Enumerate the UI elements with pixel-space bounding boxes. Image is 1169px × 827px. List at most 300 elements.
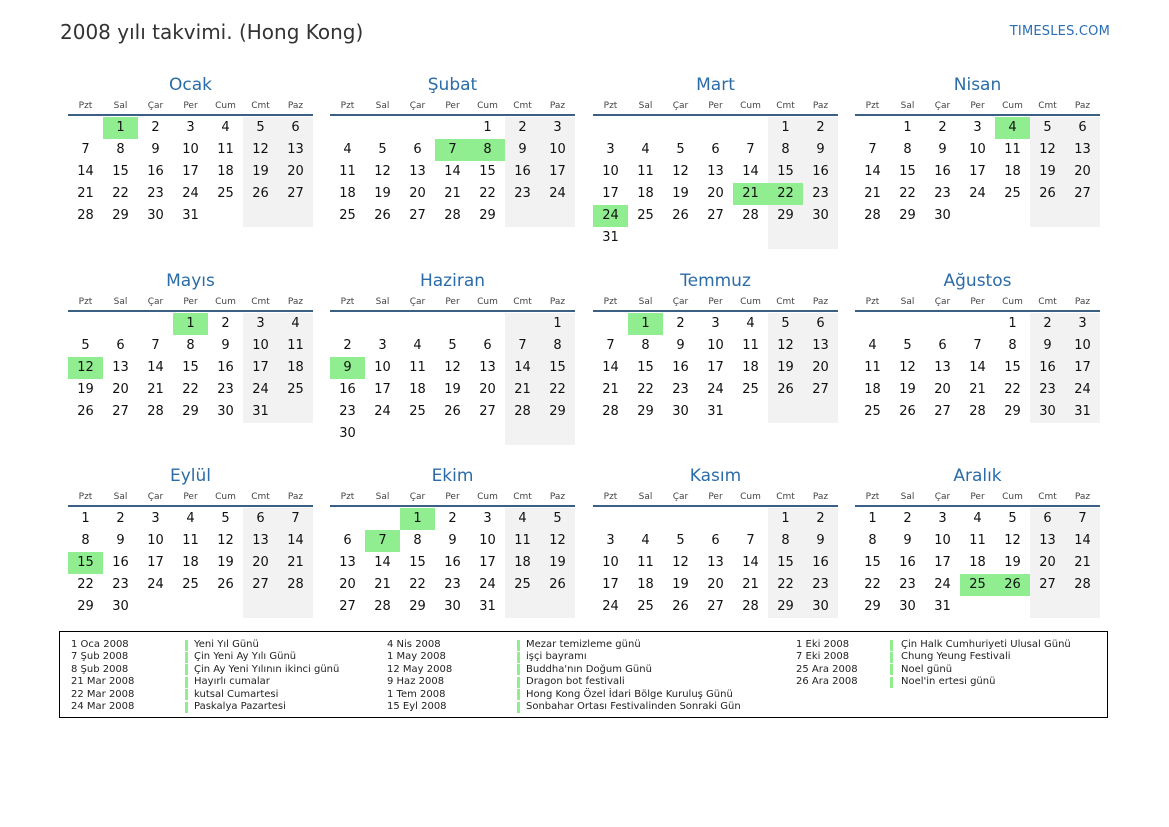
day-cell: 11 [637, 555, 654, 570]
day-cell: 14 [1074, 533, 1091, 548]
day-cell: 6 [938, 338, 947, 353]
day-cell: 31 [707, 404, 724, 419]
day-cell: 31 [479, 599, 496, 614]
day-cell: 8 [903, 142, 912, 157]
day-cell: 13 [1074, 142, 1091, 157]
day-cell: 20 [479, 382, 496, 397]
day-cell: 19 [672, 186, 689, 201]
day-cell: 15 [1004, 360, 1021, 375]
day-cell: 14 [742, 555, 759, 570]
day-header: Per [970, 101, 985, 111]
day-header: Cum [1002, 101, 1023, 111]
legend-holiday-name: Mezar temizleme günü [526, 639, 641, 650]
day-cell: 20 [1074, 164, 1091, 179]
day-header: Sal [638, 297, 653, 307]
day-cell: 5 [221, 511, 230, 526]
legend-date: 7 Eki 2008 [796, 651, 850, 663]
day-cell: 11 [637, 164, 654, 179]
month-name: Kasım [689, 466, 742, 486]
day-cell: 22 [112, 186, 129, 201]
holiday-day-cell: 7 [435, 139, 470, 161]
day-cell: 2 [448, 511, 457, 526]
day-cell: 16 [112, 555, 129, 570]
day-header: Cmt [776, 101, 795, 111]
holiday-day-cell: 26 [995, 574, 1030, 596]
day-cell: 5 [676, 533, 685, 548]
day-header: Paz [812, 492, 829, 502]
day-cell: 11 [742, 338, 759, 353]
day-cell: 23 [1039, 382, 1056, 397]
day-cell: 2 [676, 316, 685, 331]
day-cell: 24 [969, 186, 986, 201]
day-cell: 12 [549, 533, 566, 548]
day-cell: 21 [287, 555, 304, 570]
legend-holiday-name: Çin Yeni Ay Yılı Günü [194, 651, 297, 663]
day-cell: 2 [938, 120, 947, 135]
day-header: Sal [113, 101, 128, 111]
day-header: Per [183, 492, 198, 502]
day-cell: 24 [549, 186, 566, 201]
holiday-day-cell: 1 [103, 117, 138, 139]
legend-date: 1 Eki 2008 [796, 639, 850, 650]
day-header: Paz [287, 297, 304, 307]
day-cell: 2 [518, 120, 527, 135]
day-cell: 19 [1039, 164, 1056, 179]
day-header: Paz [1074, 492, 1091, 502]
day-cell: 22 [777, 577, 794, 592]
day-cell: 22 [409, 577, 426, 592]
day-cell: 30 [812, 599, 829, 614]
day-cell: 6 [1043, 511, 1052, 526]
day-cell: 17 [1074, 360, 1091, 375]
day-header: Pzt [603, 297, 618, 307]
day-cell: 15 [409, 555, 426, 570]
day-cell: 5 [81, 338, 90, 353]
day-cell: 28 [864, 208, 881, 223]
month-name: Ocak [169, 75, 212, 95]
day-header: Sal [375, 297, 390, 307]
day-cell: 28 [444, 208, 461, 223]
day-cell: 23 [514, 186, 531, 201]
day-cell: 9 [151, 142, 160, 157]
holiday-day-cell: 21 [733, 183, 768, 205]
day-cell: 4 [868, 338, 877, 353]
legend-holiday-name: Hayırlı cumalar [194, 676, 270, 688]
day-header: Paz [1074, 297, 1091, 307]
holiday-day-cell: 7 [365, 530, 400, 552]
day-header: Cmt [776, 492, 795, 502]
day-header: Cmt [513, 492, 532, 502]
legend-holiday-name: kutsal Cumartesi [194, 688, 279, 700]
day-cell: 28 [374, 599, 391, 614]
day-cell: 29 [777, 599, 794, 614]
day-header: Cum [215, 101, 236, 111]
day-cell: 9 [448, 533, 457, 548]
day-cell: 1 [483, 120, 492, 135]
day-header: Per [183, 297, 198, 307]
day-header: Pzt [78, 101, 93, 111]
day-cell: 16 [672, 360, 689, 375]
day-cell: 21 [147, 382, 164, 397]
day-cell: 21 [742, 577, 759, 592]
legend-date: 8 Şub 2008 [71, 663, 129, 675]
site-link[interactable]: TIMESLES.COM [1009, 24, 1110, 39]
day-cell: 15 [182, 360, 199, 375]
day-cell: 3 [378, 338, 387, 353]
day-cell: 20 [1039, 555, 1056, 570]
day-cell: 26 [374, 208, 391, 223]
day-header: Çar [409, 297, 426, 307]
day-cell: 31 [252, 404, 269, 419]
day-cell: 27 [812, 382, 829, 397]
day-cell: 29 [637, 404, 654, 419]
day-header: Çar [934, 492, 951, 502]
day-header: Sal [900, 101, 915, 111]
header-divider [593, 114, 838, 116]
day-cell: 14 [77, 164, 94, 179]
day-cell: 2 [343, 338, 352, 353]
day-cell: 28 [742, 208, 759, 223]
day-cell: 17 [479, 555, 496, 570]
day-cell: 30 [217, 404, 234, 419]
day-cell: 25 [217, 186, 234, 201]
day-cell: 17 [147, 555, 164, 570]
day-cell: 23 [147, 186, 164, 201]
holiday-day-cell: 1 [400, 508, 435, 530]
day-cell: 9 [116, 533, 125, 548]
day-cell: 3 [1078, 316, 1087, 331]
day-cell: 17 [602, 186, 619, 201]
day-cell: 14 [287, 533, 304, 548]
day-cell: 10 [549, 142, 566, 157]
day-header: Cum [477, 492, 498, 502]
day-cell: 8 [81, 533, 90, 548]
day-cell: 11 [287, 338, 304, 353]
day-header: Per [445, 101, 460, 111]
day-cell: 31 [602, 230, 619, 245]
day-cell: 17 [969, 164, 986, 179]
day-cell: 26 [1039, 186, 1056, 201]
day-header: Sal [375, 492, 390, 502]
legend-date: 1 Tem 2008 [387, 688, 446, 700]
day-cell: 20 [812, 360, 829, 375]
day-header: Sal [900, 297, 915, 307]
day-cell: 20 [339, 577, 356, 592]
month-name: Nisan [953, 75, 1002, 95]
day-cell: 25 [339, 208, 356, 223]
day-cell: 29 [777, 208, 794, 223]
day-cell: 15 [777, 555, 794, 570]
day-cell: 22 [899, 186, 916, 201]
month-name: Mayıs [166, 271, 215, 291]
day-header: Pzt [865, 101, 880, 111]
day-cell: 17 [934, 555, 951, 570]
day-cell: 4 [641, 533, 650, 548]
day-header: Cum [740, 101, 761, 111]
day-cell: 3 [553, 120, 562, 135]
header-divider [855, 310, 1100, 312]
day-cell: 6 [1078, 120, 1087, 135]
month-12 [855, 466, 1100, 618]
day-cell: 24 [1074, 382, 1091, 397]
day-cell: 9 [816, 533, 825, 548]
day-header: Paz [549, 492, 566, 502]
day-header: Per [970, 297, 985, 307]
day-cell: 30 [444, 599, 461, 614]
day-cell: 26 [672, 599, 689, 614]
day-cell: 12 [444, 360, 461, 375]
header-divider [855, 505, 1100, 507]
day-cell: 3 [711, 316, 720, 331]
day-cell: 6 [711, 533, 720, 548]
day-cell: 4 [343, 142, 352, 157]
day-cell: 7 [291, 511, 300, 526]
day-cell: 13 [339, 555, 356, 570]
month-11 [593, 466, 838, 618]
day-cell: 24 [934, 577, 951, 592]
legend-marker [517, 640, 520, 651]
day-cell: 11 [1004, 142, 1021, 157]
day-header: Pzt [78, 297, 93, 307]
day-cell: 13 [1039, 533, 1056, 548]
legend-holiday-name: Yeni Yıl Günü [194, 639, 259, 650]
legend-holiday-name: Dragon bot festivali [526, 676, 625, 688]
day-cell: 29 [1004, 404, 1021, 419]
day-cell: 8 [186, 338, 195, 353]
day-cell: 5 [256, 120, 265, 135]
day-cell: 20 [707, 577, 724, 592]
day-cell: 16 [339, 382, 356, 397]
day-cell: 16 [812, 555, 829, 570]
day-cell: 9 [903, 533, 912, 548]
day-cell: 12 [1004, 533, 1021, 548]
day-header: Pzt [865, 492, 880, 502]
legend-holiday-name: Noel'in ertesi günü [901, 676, 996, 688]
day-cell: 25 [1004, 186, 1021, 201]
day-cell: 23 [444, 577, 461, 592]
day-header: Per [708, 297, 723, 307]
day-header: Per [970, 492, 985, 502]
day-cell: 4 [641, 142, 650, 157]
day-cell: 27 [112, 404, 129, 419]
day-header: Cum [477, 101, 498, 111]
day-cell: 17 [182, 164, 199, 179]
day-cell: 7 [606, 338, 615, 353]
day-cell: 12 [1039, 142, 1056, 157]
day-header: Per [445, 492, 460, 502]
day-cell: 24 [252, 382, 269, 397]
day-cell: 15 [777, 164, 794, 179]
day-cell: 29 [864, 599, 881, 614]
month-10 [330, 466, 575, 618]
day-cell: 23 [899, 577, 916, 592]
day-cell: 11 [339, 164, 356, 179]
day-cell: 6 [291, 120, 300, 135]
day-cell: 23 [112, 577, 129, 592]
day-cell: 3 [606, 142, 615, 157]
day-header: Paz [549, 297, 566, 307]
day-header: Cum [215, 297, 236, 307]
day-cell: 15 [637, 360, 654, 375]
day-cell: 8 [641, 338, 650, 353]
day-header: Paz [812, 297, 829, 307]
day-cell: 17 [549, 164, 566, 179]
month-5 [68, 271, 313, 423]
day-cell: 21 [444, 186, 461, 201]
day-cell: 1 [781, 511, 790, 526]
day-cell: 1 [1008, 316, 1017, 331]
month-name: Ekim [431, 466, 474, 486]
day-cell: 6 [343, 533, 352, 548]
day-cell: 28 [969, 404, 986, 419]
day-cell: 8 [1008, 338, 1017, 353]
month-name: Haziran [419, 271, 486, 291]
day-header: Per [445, 297, 460, 307]
day-cell: 3 [606, 533, 615, 548]
day-cell: 27 [934, 404, 951, 419]
day-cell: 8 [553, 338, 562, 353]
day-cell: 19 [252, 164, 269, 179]
day-cell: 28 [147, 404, 164, 419]
day-cell: 13 [479, 360, 496, 375]
day-cell: 6 [711, 142, 720, 157]
day-cell: 5 [448, 338, 457, 353]
day-header: Sal [113, 297, 128, 307]
day-header: Pzt [603, 101, 618, 111]
day-cell: 6 [483, 338, 492, 353]
day-cell: 10 [252, 338, 269, 353]
day-cell: 24 [374, 404, 391, 419]
legend-date: 15 Eyl 2008 [387, 701, 447, 712]
day-cell: 3 [256, 316, 265, 331]
day-cell: 13 [112, 360, 129, 375]
day-cell: 18 [514, 555, 531, 570]
month-name: Mart [696, 75, 735, 95]
day-cell: 28 [514, 404, 531, 419]
day-cell: 21 [77, 186, 94, 201]
legend-date: 21 Mar 2008 [71, 676, 135, 688]
day-cell: 24 [602, 599, 619, 614]
month-7 [593, 271, 838, 423]
day-cell: 19 [899, 382, 916, 397]
day-cell: 30 [1039, 404, 1056, 419]
day-cell: 14 [514, 360, 531, 375]
day-cell: 9 [816, 142, 825, 157]
day-cell: 4 [973, 511, 982, 526]
day-cell: 12 [899, 360, 916, 375]
day-cell: 7 [151, 338, 160, 353]
day-header: Cmt [1038, 101, 1057, 111]
day-cell: 20 [112, 382, 129, 397]
day-cell: 23 [934, 186, 951, 201]
day-cell: 30 [147, 208, 164, 223]
day-cell: 31 [182, 208, 199, 223]
day-cell: 27 [1039, 577, 1056, 592]
day-cell: 29 [182, 404, 199, 419]
day-cell: 26 [672, 208, 689, 223]
day-cell: 28 [77, 208, 94, 223]
day-cell: 27 [339, 599, 356, 614]
day-header: Cmt [513, 101, 532, 111]
day-cell: 12 [777, 338, 794, 353]
day-cell: 19 [444, 382, 461, 397]
month-name: Eylül [169, 466, 212, 486]
day-cell: 1 [903, 120, 912, 135]
day-cell: 22 [182, 382, 199, 397]
day-cell: 17 [252, 360, 269, 375]
day-cell: 11 [969, 533, 986, 548]
day-header: Pzt [865, 297, 880, 307]
day-cell: 4 [221, 120, 230, 135]
day-cell: 10 [374, 360, 391, 375]
day-cell: 27 [287, 186, 304, 201]
day-cell: 25 [514, 577, 531, 592]
holiday-day-cell: 24 [593, 205, 628, 227]
day-cell: 16 [217, 360, 234, 375]
day-cell: 30 [934, 208, 951, 223]
day-header: Sal [900, 492, 915, 502]
day-cell: 7 [1078, 511, 1087, 526]
day-cell: 23 [339, 404, 356, 419]
day-header: Cum [740, 297, 761, 307]
day-cell: 7 [973, 338, 982, 353]
day-cell: 19 [77, 382, 94, 397]
day-cell: 19 [672, 577, 689, 592]
day-header: Cmt [513, 297, 532, 307]
day-header: Cmt [776, 297, 795, 307]
day-cell: 10 [934, 533, 951, 548]
month-3 [593, 75, 838, 249]
day-cell: 2 [116, 511, 125, 526]
holiday-legend [59, 631, 1108, 718]
day-cell: 7 [81, 142, 90, 157]
day-cell: 11 [182, 533, 199, 548]
day-header: Paz [1074, 101, 1091, 111]
day-header: Cum [1002, 492, 1023, 502]
legend-holiday-name: Buddha'nın Doğum Günü [526, 663, 652, 675]
month-name: Temmuz [680, 271, 751, 291]
day-cell: 14 [374, 555, 391, 570]
legend-date: 12 May 2008 [387, 663, 453, 675]
day-cell: 12 [672, 555, 689, 570]
day-cell: 4 [413, 338, 422, 353]
legend-marker [890, 652, 893, 663]
day-cell: 10 [1074, 338, 1091, 353]
holiday-day-cell: 12 [68, 357, 103, 379]
month-2 [330, 75, 575, 227]
legend-marker [517, 689, 520, 700]
day-cell: 22 [864, 577, 881, 592]
day-cell: 17 [707, 360, 724, 375]
legend-holiday-name: Çin Halk Cumhuriyeti Ulusal Günü [901, 639, 1071, 650]
day-header: Cmt [251, 492, 270, 502]
day-cell: 18 [864, 382, 881, 397]
day-cell: 26 [549, 577, 566, 592]
day-cell: 5 [676, 142, 685, 157]
day-cell: 14 [602, 360, 619, 375]
month-1 [68, 75, 313, 227]
day-cell: 28 [287, 577, 304, 592]
legend-holiday-name: Hong Kong Özel İdari Bölge Kuruluş Günü [526, 688, 733, 700]
legend-holiday-name: Paskalya Pazartesi [194, 701, 286, 712]
day-cell: 25 [864, 404, 881, 419]
day-cell: 11 [864, 360, 881, 375]
day-cell: 15 [479, 164, 496, 179]
day-header: Cmt [1038, 297, 1057, 307]
header-divider [330, 505, 575, 507]
day-cell: 10 [707, 338, 724, 353]
day-header: Cum [477, 297, 498, 307]
